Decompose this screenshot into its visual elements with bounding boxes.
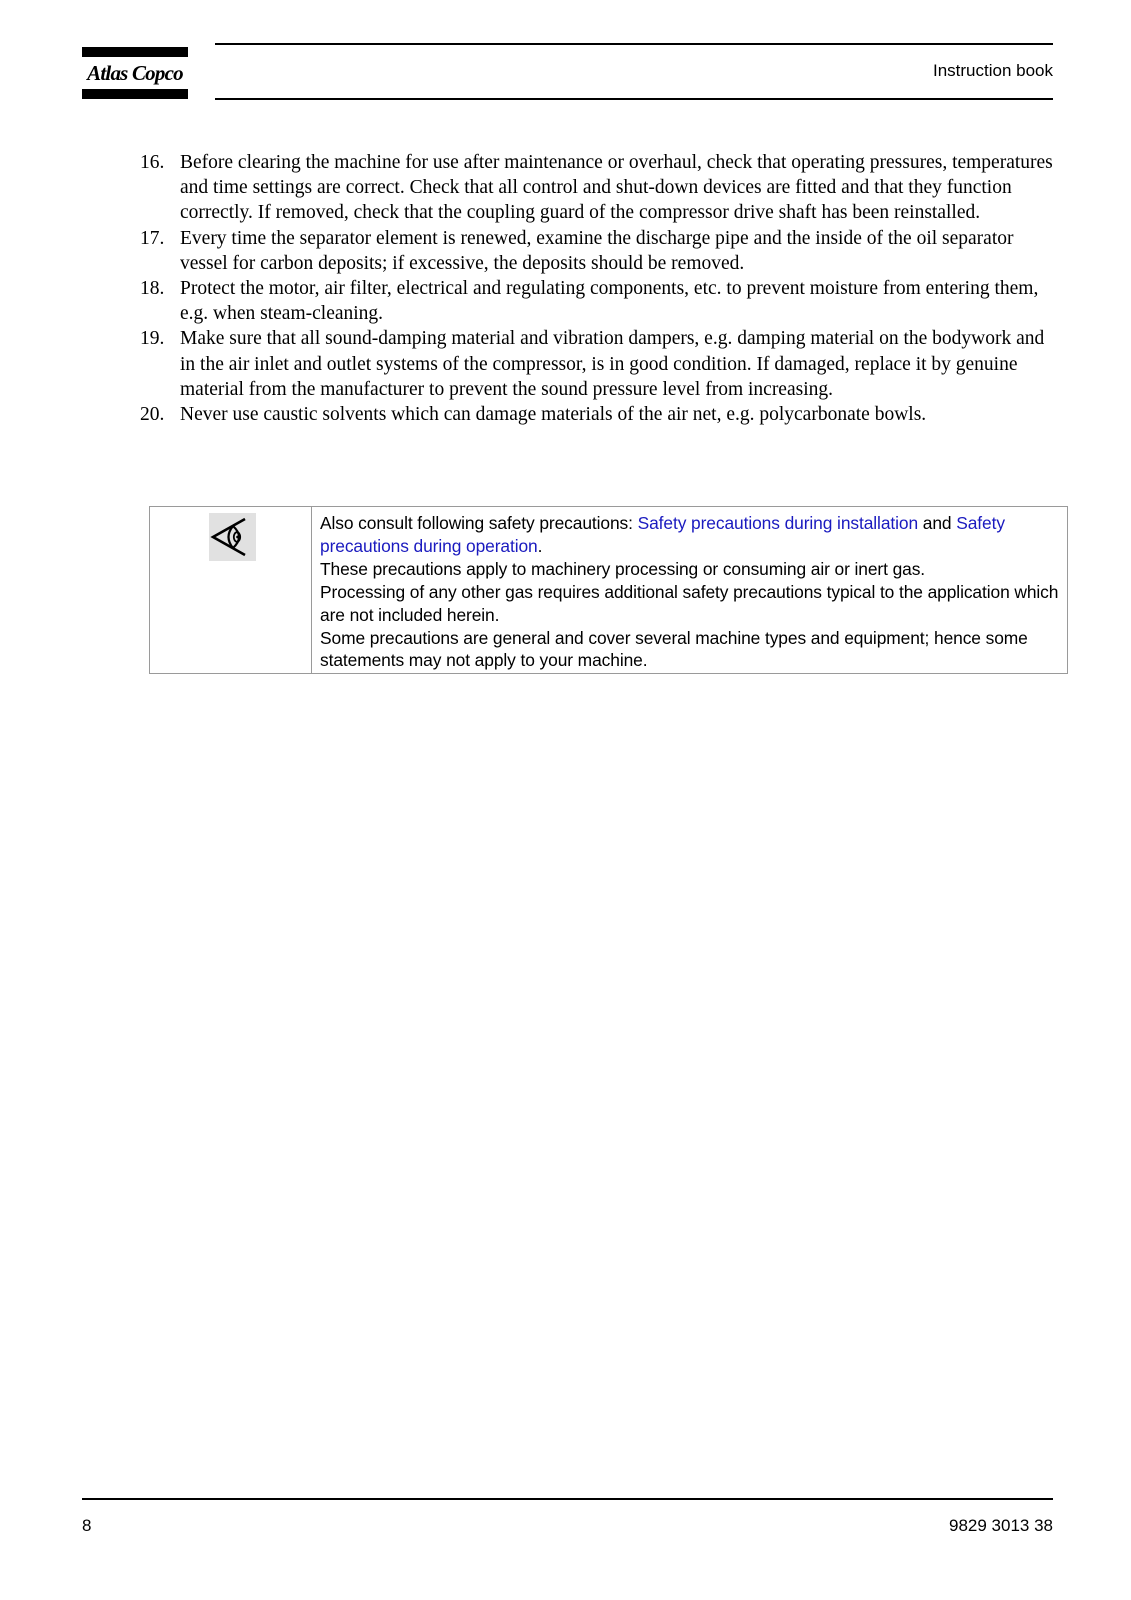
notice-line-other-gas: Processing of any other gas requires additional safety precautions typical to the application which are not included herein. [320,581,1059,625]
notice-consult-line [320,512,1063,558]
rule-text: Make sure that all sound-damping material and vibration dampers, e.g. damping material on the bodywork and in the air inlet and outlet systems of the compressor, is in good condition. If damaged, replace it by genuine material from the manufacturer to prevent the sound pressure level from increasing. [180,328,1045,400]
header-bottom-rule [215,98,1053,100]
rule-number: 20. [140,404,165,426]
link-safety-operation[interactable]: Safety precautions during operation [320,513,1005,556]
rule-number: 19. [140,328,165,350]
notice-text [312,507,1067,673]
document-type: Instruction book [932,61,1053,80]
atlas-copco-logo [82,47,188,99]
rule-item [140,150,1054,226]
rule-number: 16. [140,152,165,173]
notice-line-general: Some precautions are general and cover several machine types and equipment; hence some statements may not apply to your machine. [320,627,1028,671]
rule-text: Every time the separator element is renewed, examine the discharge pipe and the inside of the oil separator vessel for carbon deposits; if excessive, the deposits should be removed. [180,227,1014,274]
notice-connector: and [918,513,957,533]
rule-number: 18. [140,278,165,300]
rule-item [140,402,1054,427]
logo-wordmark: Atlas Copco [87,61,183,85]
rule-text: Protect the motor, air filter, electrical and regulating components, etc. to prevent moisture from entering them, e.g. when steam-cleaning. [180,278,1039,325]
rule-text: Before clearing the machine for use after maintenance or overhaul, check that operating pressures, temperatures and time settings are correct. Check that all control and shut-down devices are fitted and that they function correctly. If removed, check that the coupling guard of the compressor drive shaft has been reinstalled. [180,152,1053,224]
logo-top-bar [82,47,188,57]
notice-intro: Also consult following safety precautions: [320,513,638,533]
page-number: 8 [82,1516,92,1535]
header-top-rule [215,43,1053,45]
notice-period: . [537,535,543,556]
document-number: 9829 3013 38 [949,1516,1053,1535]
notice-line-air-gas: These precautions apply to machinery processing or consuming air or inert gas. [320,558,926,579]
notice-icon-cell [150,507,312,673]
logo-bottom-bar [82,89,188,99]
footer-rule [82,1498,1053,1500]
rule-text: Never use caustic solvents which can damage materials of the air net, e.g. polycarbonate bowls. [180,404,927,426]
safety-notice-box [149,506,1068,674]
safety-rules-list [140,150,1054,427]
rule-item [140,226,1054,276]
eye-attention-icon [209,513,256,561]
rule-item [140,276,1054,326]
rule-item [140,326,1054,402]
rule-number: 17. [140,227,165,249]
link-safety-installation[interactable]: Safety precautions during installation [637,513,919,533]
